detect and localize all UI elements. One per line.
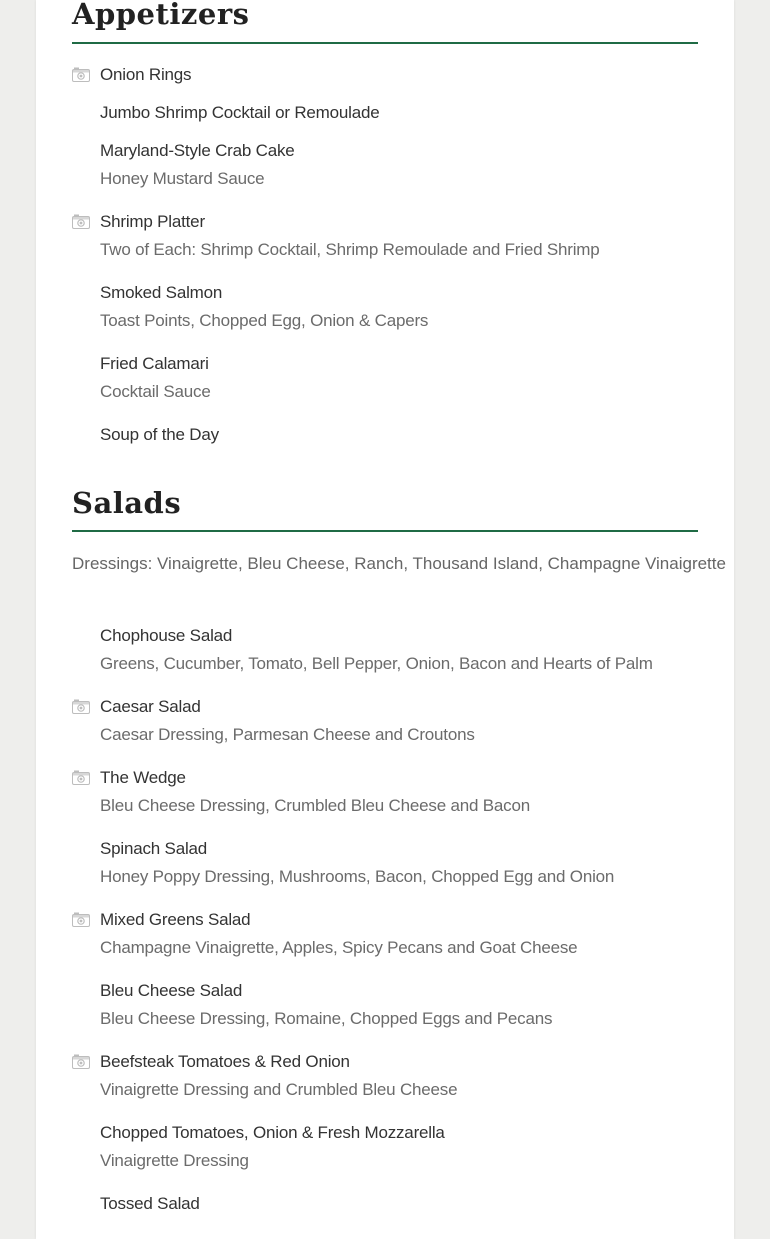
appetizers-divider <box>72 42 698 44</box>
menu-item-description: Champagne Vinaigrette, Apples, Spicy Pecans and Goat Cheese <box>100 938 578 957</box>
menu-item-name: Jumbo Shrimp Cocktail or Remoulade <box>100 103 380 122</box>
dressings-note: Dressings: Vinaigrette, Bleu Cheese, Ranch, Thousand Island, Champagne Vinaigrette <box>72 554 726 573</box>
menu-item-name: Chophouse Salad <box>100 626 233 645</box>
menu-item-name: Beefsteak Tomatoes & Red Onion <box>100 1052 350 1071</box>
menu-item-name: Shrimp Platter <box>100 212 205 231</box>
menu-item-description: Bleu Cheese Dressing, Crumbled Bleu Cheese and Bacon <box>100 796 530 815</box>
menu-item-name: The Wedge <box>100 768 186 787</box>
menu-item-name: Smoked Salmon <box>100 283 223 302</box>
menu-item-description: Honey Poppy Dressing, Mushrooms, Bacon, Chopped Egg and Onion <box>100 867 615 886</box>
menu-item-description: Bleu Cheese Dressing, Romaine, Chopped Eggs and Pecans <box>100 1009 553 1028</box>
appetizers-heading: Appetizers <box>72 0 250 31</box>
menu-item-description: Vinaigrette Dressing <box>100 1151 249 1170</box>
menu-item-description: Caesar Dressing, Parmesan Cheese and Croutons <box>100 725 475 744</box>
menu-item-name: Bleu Cheese Salad <box>100 981 243 1000</box>
camera-icon[interactable] <box>72 67 90 82</box>
menu-item-description: Vinaigrette Dressing and Crumbled Bleu Cheese <box>100 1080 458 1099</box>
menu-item-description: Cocktail Sauce <box>100 382 211 401</box>
menu-item-name: Soup of the Day <box>100 425 219 444</box>
camera-icon[interactable] <box>72 770 90 785</box>
menu-item-name: Tossed Salad <box>100 1194 200 1213</box>
menu-item-name: Caesar Salad <box>100 697 201 716</box>
menu-item-description: Toast Points, Chopped Egg, Onion & Capers <box>100 311 429 330</box>
menu-item-description: Two of Each: Shrimp Cocktail, Shrimp Remoulade and Fried Shrimp <box>100 240 600 259</box>
camera-icon[interactable] <box>72 912 90 927</box>
salads-heading: Salads <box>72 486 182 520</box>
menu-item-name: Chopped Tomatoes, Onion & Fresh Mozzarella <box>100 1123 445 1142</box>
camera-icon[interactable] <box>72 1054 90 1069</box>
menu-item-name: Mixed Greens Salad <box>100 910 251 929</box>
menu-item-description: Honey Mustard Sauce <box>100 169 265 188</box>
menu-item-name: Fried Calamari <box>100 354 209 373</box>
menu-item-name: Maryland-Style Crab Cake <box>100 141 295 160</box>
camera-icon[interactable] <box>72 214 90 229</box>
menu-item-name: Onion Rings <box>100 65 192 84</box>
menu-item-description: Greens, Cucumber, Tomato, Bell Pepper, Onion, Bacon and Hearts of Palm <box>100 654 653 673</box>
camera-icon[interactable] <box>72 699 90 714</box>
salads-divider <box>72 530 698 532</box>
menu-page <box>36 0 734 1239</box>
menu-item-name: Spinach Salad <box>100 839 208 858</box>
